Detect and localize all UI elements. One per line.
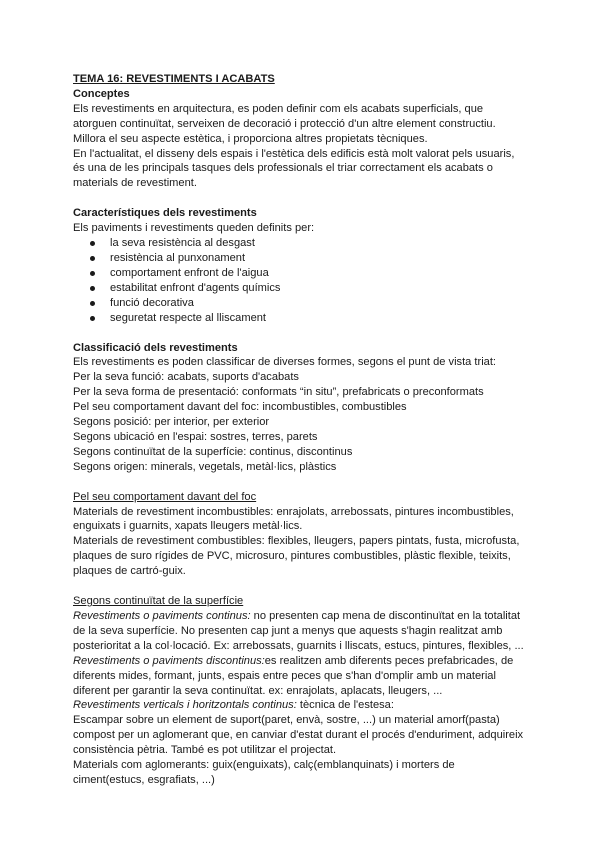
text-line: Segons continuïtat de la superfície: continus, discontinus	[73, 445, 353, 458]
text-line: diferents mides, formant, junts, espais entre peces que s'han d'omplir amb un material	[73, 669, 496, 682]
text-span: tècnica de l'estesa:	[296, 699, 394, 712]
heading-foc: Pel seu comportament davant del foc	[73, 490, 257, 503]
text-line	[73, 698, 543, 713]
text-line: ciment(estucs, esgrafiats, ...)	[73, 773, 215, 786]
text-line: Els revestiments en arquitectura, es poden definir com els acabats superficials, que	[73, 102, 484, 115]
term-discontinus: Revestiments o paviments discontinus:	[73, 654, 265, 667]
text-line: plaques de cartró-guix.	[73, 565, 186, 578]
list-item: comportament enfront de l'aigua	[73, 266, 543, 281]
classificacio-paragraph	[73, 355, 543, 474]
text-line: Materials de revestiment incombustibles: enrajolats, arrebossats, pintures incombustibles,	[73, 505, 514, 518]
text-line: enguixats i guarnits, xapats lleugers metàl·lics.	[73, 520, 303, 533]
text-line: materials de revestiment.	[73, 177, 197, 190]
continuitat-paragraph	[73, 609, 543, 788]
heading-caracteristiques: Característiques dels revestiments	[73, 207, 257, 220]
caracteristiques-intro: Els paviments i revestiments queden definits per:	[73, 222, 315, 235]
text-line: posterioritat a la col·locació. Ex: arrebossats, guarnits i lliscats, estucs, pintures, flexibles, ...	[73, 639, 524, 652]
text-line: atorguen continuïtat, serveixen de decoració i protecció d'un altre element constructiu.	[73, 117, 496, 130]
text-line: Pel seu comportament davant del foc: incombustibles, combustibles	[73, 401, 407, 414]
heading-continuitat: Segons continuïtat de la superfície	[73, 595, 244, 608]
text-line: és una de les principals tasques dels professionals el triar correctament els acabats o	[73, 162, 493, 175]
list-item: funció decorativa	[73, 296, 543, 311]
text-line: Segons origen: minerals, vegetals, metàl·lics, plàstics	[73, 460, 337, 473]
text-line: Segons ubicació en l'espai: sostres, terres, parets	[73, 430, 318, 443]
text-line: compost per un aglomerant que, en canviar d'estat durant el procés d'enduriment, adquireix	[73, 729, 524, 742]
term-verticals-horitzontals: Revestiments verticals i horitzontals continus:	[73, 699, 297, 712]
caracteristiques-list	[73, 236, 543, 325]
heading-classificacio: Classificació dels revestiments	[73, 341, 238, 354]
list-item: estabilitat enfront d'agents químics	[73, 281, 543, 296]
text-line: En l'actualitat, el disseny dels espais i l'estètica dels edificis està molt valorat pels usuaris,	[73, 147, 515, 160]
term-continus: Revestiments o paviments continus:	[73, 610, 251, 622]
text-line	[73, 654, 543, 669]
text-line: Per la seva forma de presentació: conformats “in situ”, prefabricats o preconformats	[73, 386, 484, 399]
text-line: Escampar sobre un element de suport(paret, envà, sostre, ...) un material amorf(pasta)	[73, 714, 500, 727]
text-line: plaques de suro rígides de PVC, microsuro, pintures combustibles, plàstic flexible, teixits,	[73, 550, 511, 563]
conceptes-paragraph	[73, 102, 543, 191]
text-line: Per la seva funció: acabats, suports d'acabats	[73, 371, 299, 384]
text-line	[73, 609, 543, 624]
foc-paragraph	[73, 505, 543, 580]
list-item: resistència al punxonament	[73, 251, 543, 266]
list-item: la seva resistència al desgast	[73, 236, 543, 251]
text-line: Millora el seu aspecte estètica, i proporciona altres propietats tècniques.	[73, 132, 428, 145]
list-item: seguretat respecte al lliscament	[73, 311, 543, 326]
text-line: de la seva superfície. No presenten cap junt a menys que aquests s'hagin realitzat amb	[73, 624, 503, 637]
text-line: Els revestiments es poden classificar de diverses formes, segons el punt de vista triat:	[73, 356, 496, 369]
text-line: Segons posició: per interior, per exterior	[73, 416, 270, 429]
document-page	[73, 72, 543, 788]
text-line: diferent per garantir la seva continuïtat. ex: enrajolats, aplacats, lleugers, ...	[73, 684, 443, 697]
text-span: es realitzen amb diferents peces prefabricades, de	[264, 654, 514, 667]
document-title: TEMA 16: REVESTIMENTS I ACABATS	[73, 73, 275, 85]
text-span: no presenten cap mena de discontinuïtat en la totalitat	[250, 610, 521, 622]
text-line: Materials com aglomerants: guix(enguixats), calç(emblanquinats) i morters de	[73, 759, 455, 772]
heading-conceptes: Conceptes	[73, 87, 130, 100]
text-line: Materials de revestiment combustibles: flexibles, lleugers, papers pintats, fusta, microfusta,	[73, 535, 520, 548]
text-line: consistència pètria. També es pot utilitzar el projectat.	[73, 744, 337, 757]
